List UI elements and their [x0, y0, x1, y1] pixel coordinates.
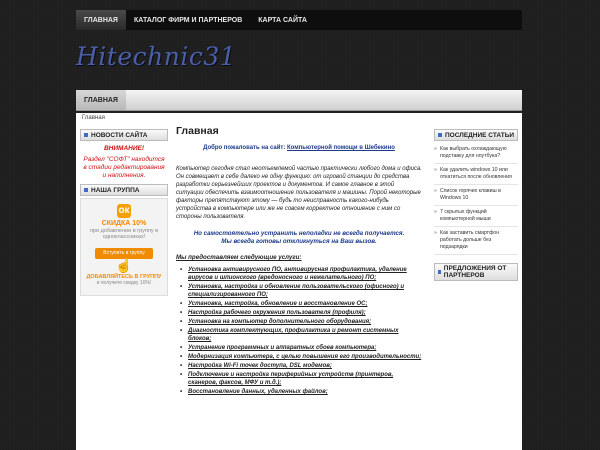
site-logo[interactable]: Hitechnic31 [76, 42, 237, 71]
note-block [176, 230, 422, 246]
odnoklassniki-logo-icon: ок [118, 205, 130, 216]
group-widget-title: НАША ГРУППА [91, 186, 140, 194]
recent-articles-list [434, 141, 518, 255]
notice-block [80, 141, 168, 184]
recent-article-link[interactable]: » Как заставить смартфон работать дольше без подзарядки [434, 227, 518, 255]
service-item: • Установка, настройка и обновление пользовательского (офисного) и специализированного ПО; [176, 283, 422, 299]
services-heading: Мы предоставляем следующие услуги: [176, 254, 302, 261]
service-item: • Установка, настройка, обновление и восстановление ОС; [176, 300, 422, 308]
pointer-hand-icon: ☝ [115, 257, 133, 273]
partners-widget-header [434, 263, 518, 281]
page-title: Главная [176, 125, 219, 137]
notice-title: ВНИМАНИЕ! [103, 145, 145, 152]
service-item: • Установка на компьютер дополнительного оборудования; [176, 318, 422, 326]
news-widget-header [80, 129, 168, 141]
service-item: • Модернизация компьютера, с целью повышения его производительности; [176, 353, 422, 361]
page-body [76, 123, 522, 450]
intro-paragraph: Компьютер сегодня стал неотъемлемой частью практически любого дома и офиса. Он совмещает в себе далеко не одну функцию: от игровой станции до средства разработки серьезнейших проектов и документов. И самое главное в этой ситуации обеспечить взаимоотношение пользователя и машины. Порой некоторые факторы препятствуют этому — будь то неисправность какого-нибудь устройства в компьютере или же не совсем корректное отношение с ним со стороны пользователя. [176, 166, 422, 220]
recent-article-link[interactable]: » Список горячих клавиш в Windows 10 [434, 185, 518, 206]
service-item: • Подключение и настройка периферийных устройств (принтеров, сканеров, факсов, МФУ и т.д.); [176, 371, 422, 387]
main-content [176, 123, 422, 397]
welcome-prefix: Добро пожаловать на сайт: [203, 145, 287, 151]
left-sidebar [80, 129, 168, 296]
banner-discount: СКИДКА 10% [101, 220, 147, 227]
notice-text: Раздел "СОФТ" находится в стадии редактирования и наполнения. [83, 156, 165, 179]
services-list [176, 266, 422, 396]
partners-widget-title: ПРЕДЛОЖЕНИЯ ОТ ПАРТНЕРОВ [443, 264, 507, 279]
note-line-2: Мы всегда готовы откликнуться на Ваш вызов. [221, 238, 377, 245]
square-bullet-icon [438, 133, 442, 137]
recent-article-link[interactable]: » Как удалить windows 10 или откатиться после обновления [434, 164, 518, 185]
top-nav-sitemap[interactable]: КАРТА САЙТА [258, 16, 307, 24]
recent-widget-title: ПОСЛЕДНИЕ СТАТЬИ [445, 131, 515, 139]
welcome-link[interactable]: Компьютерной помощи в Шебекино [287, 145, 395, 151]
news-widget-title: НОВОСТИ САЙТА [91, 131, 148, 139]
service-item: • Настройка рабочего окружения пользователя (профиля); [176, 309, 422, 317]
top-navigation [76, 10, 522, 30]
square-bullet-icon [438, 270, 441, 274]
main-nav-home[interactable]: ГЛАВНАЯ [76, 90, 126, 110]
group-widget-header [80, 184, 168, 196]
banner-footer-text: и получите скидку 10%! [96, 280, 152, 286]
service-item: • Установка антивирусного ПО, антивирусная профилактика, удаление вирусов и шпионского (вредоносного и нежелательного) ПО; [176, 266, 422, 282]
recent-widget-header [434, 129, 518, 141]
main-navigation [76, 90, 522, 111]
odnoklassniki-banner[interactable] [80, 198, 168, 296]
top-nav-catalog[interactable]: КАТАЛОГ ФИРМ И ПАРТНЕРОВ [133, 16, 243, 24]
right-sidebar [434, 129, 518, 281]
square-bullet-icon [84, 188, 88, 192]
note-line-1: Но самостоятельно устранить неполадки не всегда получается. [193, 230, 405, 237]
banner-footer-title: ДОБАВЛЯЙТЕСЬ В ГРУППУ [86, 274, 162, 280]
recent-article-link[interactable]: » Как выбрать охлаждающую подставку для ноутбука? [434, 143, 518, 164]
top-nav-home[interactable]: ГЛАВНАЯ [76, 10, 126, 30]
breadcrumb: Главная [76, 113, 522, 123]
welcome-line [176, 145, 422, 151]
banner-subtitle: при добавлении в группу в одноклассниках! [89, 228, 159, 240]
service-item: • Восстановление данных, удаленных файлов; [176, 388, 422, 396]
service-item: • Настройка Wi-Fi точек доступа, DSL модемов; [176, 362, 422, 370]
join-group-button[interactable]: Вступить в группу [95, 248, 153, 259]
square-bullet-icon [84, 133, 88, 137]
recent-article-link[interactable]: » 7 скрытых функций компьютерной мыши [434, 206, 518, 227]
service-item: • Диагностика комплектующих, профилактика и ремонт системных блоков; [176, 327, 422, 343]
service-item: • Устранение программных и аппаратных сбоев компьютера; [176, 344, 422, 352]
